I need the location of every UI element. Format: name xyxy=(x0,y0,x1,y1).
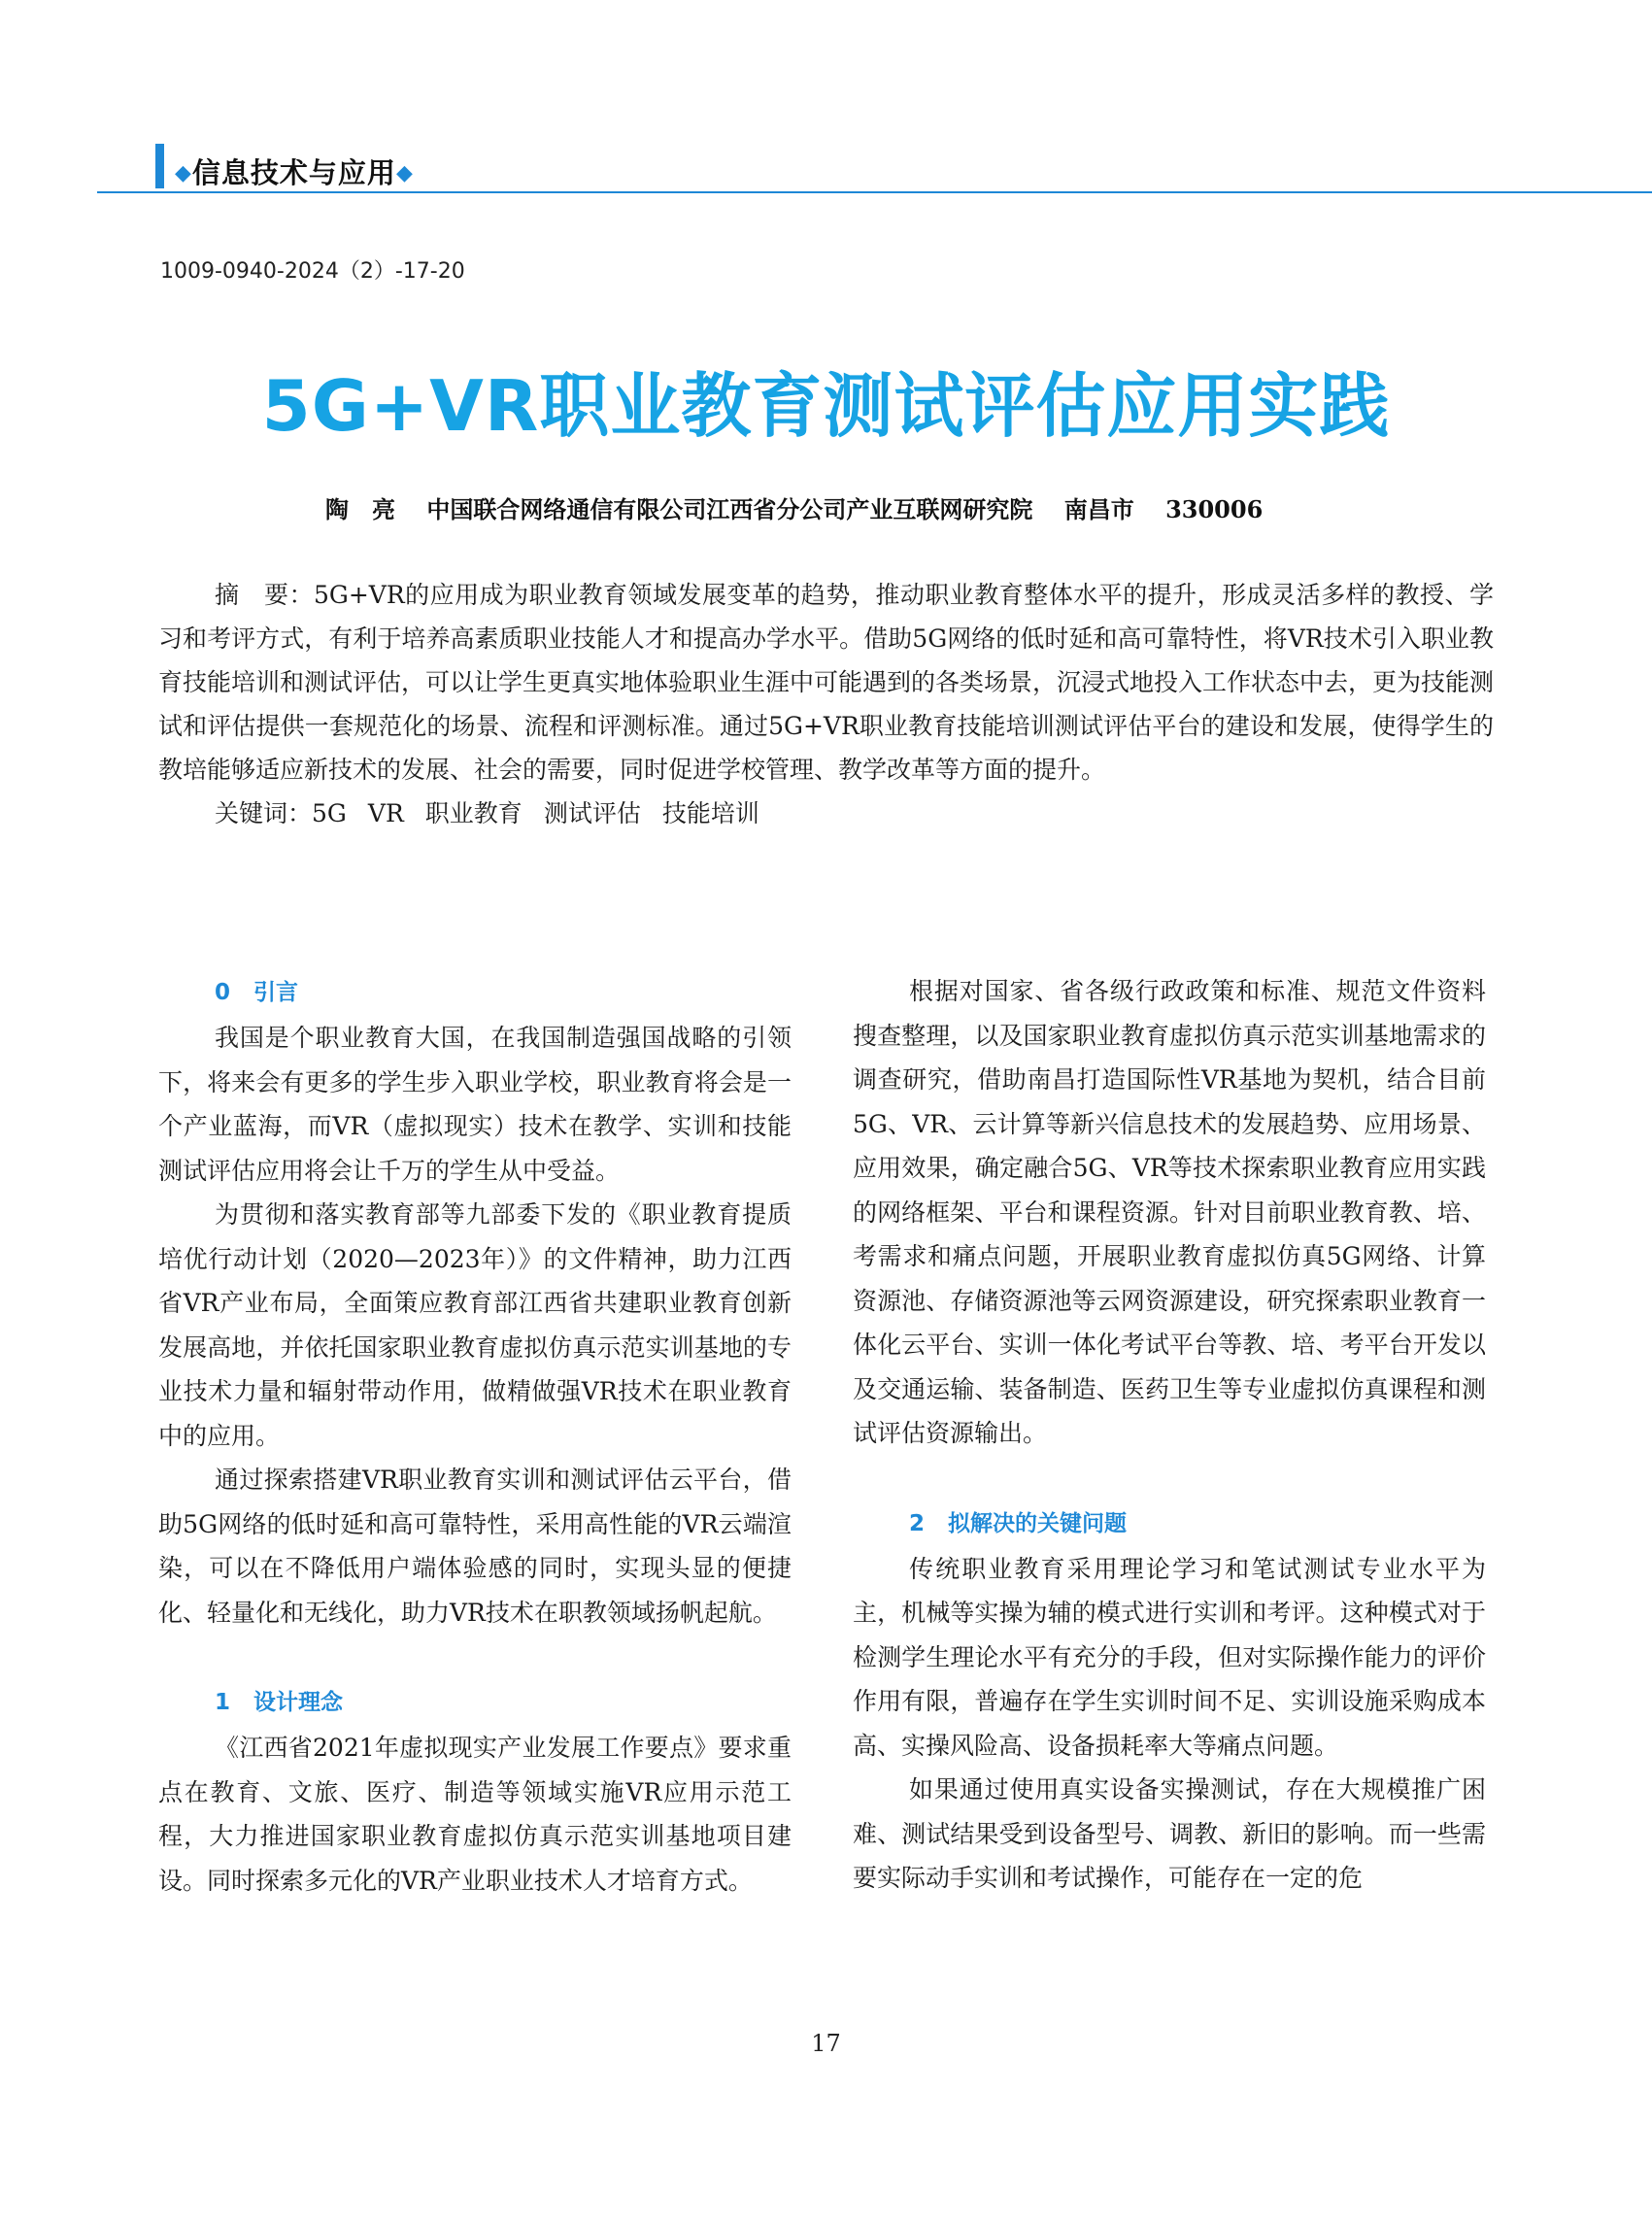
keyword: VR xyxy=(367,799,404,827)
keyword: 测试评估 xyxy=(543,799,641,827)
keywords-line xyxy=(158,792,1494,835)
abstract xyxy=(158,573,1494,835)
paragraph: 根据对国家、省各级行政政策和标准、规范文件资料搜查整理，以及国家职业教育虚拟仿真示范实训基地需求的调查研究，借助南昌打造国际性VR基地为契机，结合目前5G、VR、云计算等新兴信息技术的发展趋势、应用场景、应用效果，确定融合5G、VR等技术探索职业教育应用实践的网络框架、平台和课程资源。针对目前职业教育教、培、考需求和痛点问题，开展职业教育虚拟仿真5G网络、计算资源池、存储资源池等云网资源建设，研究探索职业教育一体化云平台、实训一体化考试平台等教、培、考平台开发以及交通运输、装备制造、医药卫生等专业虚拟仿真课程和测试评估资源输出。 xyxy=(853,977,1486,1447)
section-header xyxy=(155,144,1652,192)
paragraph: 《江西省2021年虚拟现实产业发展工作要点》要求重点在教育、文旅、医疗、制造等领域实施VR应用示范工程，大力推进国家职业教育虚拟仿真示范实训基地项目建设。同时探索多元化的VR产业职业技术人才培育方式。 xyxy=(158,1734,792,1895)
keyword: 技能培训 xyxy=(661,799,759,827)
paragraph: 通过探索搭建VR职业教育实训和测试评估云平台，借助5G网络的低时延和高可靠特性，采用高性能的VR云端渲染，可以在不降低用户端体验感的同时，实现头显的便捷化、轻量化和无线化，助力VR技术在职教领域扬帆起航。 xyxy=(158,1466,792,1627)
keyword: 职业教育 xyxy=(424,799,523,827)
section-heading-2 xyxy=(853,1500,1486,1547)
diamond-icon: ◆ xyxy=(395,161,414,185)
section-label xyxy=(175,152,414,191)
section-label-text: 信息技术与应用 xyxy=(191,156,396,189)
left-column xyxy=(158,969,792,1903)
document-code: 1009-0940-2024（2）-17-20 xyxy=(160,259,465,284)
section-gap xyxy=(853,1456,1486,1500)
section-number: 0 xyxy=(215,980,231,1005)
paragraph: 如果通过使用真实设备实操测试，存在大规模推广困难、测试结果受到设备型号、调教、新旧的影响。而一些需要实际动手实训和考试操作，可能存在一定的危 xyxy=(853,1775,1486,1892)
author-postcode: 330006 xyxy=(1165,495,1264,523)
keyword: 5G xyxy=(312,799,347,827)
abstract-text: 摘 要：5G+VR的应用成为职业教育领域发展变革的趋势，推动职业教育整体水平的提升，形成灵活多样的教授、学习和考评方式，有利于培养高素质职业技能人才和提高办学水平。借助5G网络的低时延和高可靠特性，将VR技术引入职业教育技能培训和测试评估，可以让学生更真实地体验职业生涯中可能遇到的各类场景，沉浸式地投入工作状态中去，更为技能测试和评估提供一套规范化的场景、流程和评测标准。通过5G+VR职业教育技能培训测试评估平台的建设和发展，使得学生的教培能够适应新技术的发展、社会的需要，同时促进学校管理、教学改革等方面的提升。 xyxy=(158,581,1495,784)
header-accent-bar xyxy=(155,144,164,188)
author-city: 南昌市 xyxy=(1063,495,1134,523)
section-gap xyxy=(158,1635,792,1679)
section-title: 拟解决的关键问题 xyxy=(948,1510,1128,1536)
section-title: 设计理念 xyxy=(253,1690,344,1715)
section-number: 1 xyxy=(215,1690,231,1715)
paragraph: 传统职业教育采用理论学习和笔试测试专业水平为主，机械等实操为辅的模式进行实训和考评。这种模式对于检测学生理论水平有充分的手段，但对实际操作能力的评价作用有限，普遍存在学生实训时间不足、实训设施采购成本高、实操风险高、设备损耗率大等痛点问题。 xyxy=(853,1554,1486,1760)
section-number: 2 xyxy=(909,1510,926,1536)
page-number: 17 xyxy=(811,2030,841,2057)
paragraph: 我国是个职业教育大国，在我国制造强国战略的引领下，将来会有更多的学生步入职业学校，职业教育将会是一个产业蓝海，而VR（虚拟现实）技术在教学、实训和技能测试评估应用将会让千万的学生从中受益。 xyxy=(158,1024,792,1185)
diamond-icon: ◆ xyxy=(175,161,192,185)
right-column xyxy=(853,969,1486,1901)
author-affiliation: 中国联合网络通信有限公司江西省分公司产业互联网研究院 xyxy=(426,495,1033,523)
author-name: 陶 亮 xyxy=(325,495,395,523)
section-heading-0 xyxy=(158,969,792,1016)
section-heading-1 xyxy=(158,1679,792,1726)
article-title: 5G+VR职业教育测试评估应用实践 xyxy=(261,365,1391,447)
keywords-label: 关键词： xyxy=(215,799,313,827)
section-title: 引言 xyxy=(253,980,299,1005)
header-rule xyxy=(97,191,1652,193)
paragraph: 为贯彻和落实教育部等九部委下发的《职业教育提质培优行动计划（2020—2023年）》的文件精神，助力江西省VR产业布局，全面策应教育部江西省共建职业教育创新发展高地，并依托国家职业教育虚拟仿真示范实训基地的专业技术力量和辐射带动作用，做精做强VR技术在职业教育中的应用。 xyxy=(158,1200,792,1450)
author-line xyxy=(325,490,1286,524)
